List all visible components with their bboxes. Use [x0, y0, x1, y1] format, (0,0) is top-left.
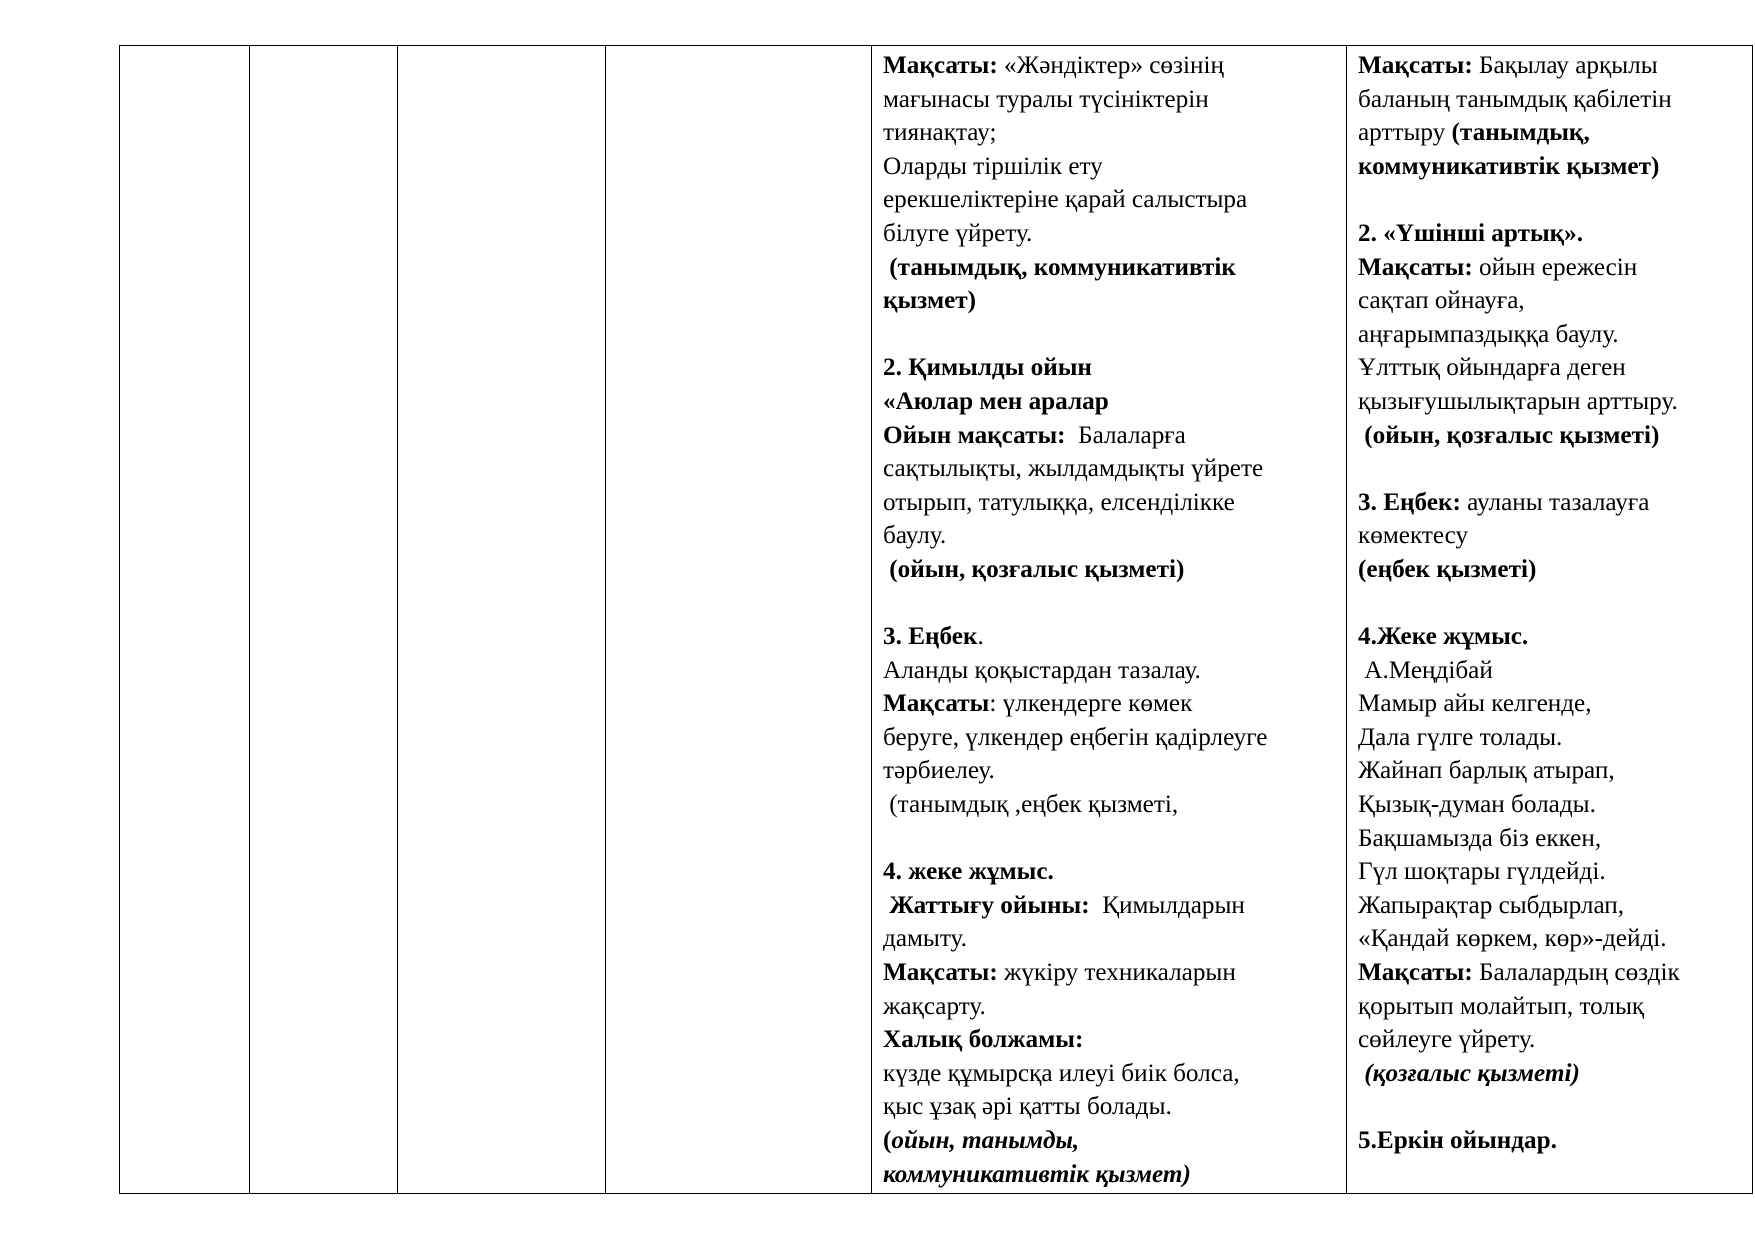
text-line: Оларды тіршілік ету [883, 152, 1103, 180]
section-heading: 5.Еркін ойындар. [1358, 1127, 1557, 1154]
text-line: тәрбиелеу. [883, 757, 995, 785]
table-cell-3 [398, 46, 606, 1194]
text-run: (танымдық, [1451, 119, 1590, 147]
activity-type: (еңбек қызметі) [1358, 555, 1537, 583]
text-run: ойын, танымды, [891, 1127, 1080, 1154]
goal-label: Жаттығу ойыны: [883, 891, 1090, 919]
text-run: ойын ережесін [1472, 253, 1638, 281]
text-line: қорытып молайтып, толық [1358, 992, 1645, 1020]
section-heading: Халық болжамы: [883, 1026, 1084, 1054]
blank-line [1358, 587, 1744, 621]
table-cell-2 [250, 46, 398, 1194]
text-line: отырып, татулыққа, елсенділікке [883, 488, 1235, 516]
section-heading: 2. Қимылды ойын [883, 354, 1092, 382]
text-run: жүкіру техникаларын [997, 959, 1236, 987]
goal-label: Мақсаты: [1358, 959, 1473, 987]
text-run: 3. Еңбек [883, 623, 978, 651]
blank-line [1358, 1090, 1744, 1124]
text-line: білуге үйрету. [883, 219, 1033, 247]
poem-author: А.Меңдібай [1358, 656, 1493, 684]
table-row [120, 46, 1753, 1194]
text-line [883, 49, 1338, 83]
text-line: көмектесу [1358, 522, 1469, 550]
text-line: дамыту. [883, 925, 967, 953]
text-line: қызығушылықтарын арттыру. [1358, 387, 1678, 415]
text-line: баулу. [883, 522, 947, 550]
activity-type: қызмет) [883, 287, 977, 315]
blank-line [883, 822, 1338, 856]
text-run: : үлкендерге көмек [989, 690, 1193, 718]
activity-type: коммуникативтік қызмет) [883, 1160, 1191, 1188]
activity-type [883, 1124, 1338, 1158]
text-line [1358, 49, 1744, 83]
text-line [883, 889, 1338, 923]
poem-line: Бақшамызда біз еккен, [1358, 824, 1602, 852]
activity-type: (танымдық, коммуникативтік [883, 253, 1236, 281]
activity-type: (ойын, қозғалыс қызметі) [1358, 421, 1660, 449]
goal-label: Мақсаты: [1358, 253, 1473, 281]
text-line [883, 687, 1338, 721]
blank-line [883, 318, 1338, 352]
text-run: Қимылдарын [1089, 891, 1245, 919]
activity-type: коммуникативтік қызмет) [1358, 152, 1660, 180]
text-run: Балалардың сөздік [1472, 959, 1680, 987]
text-line: мағынасы туралы түсініктерін [883, 85, 1209, 113]
text-run: ( [883, 1127, 892, 1154]
goal-label: Мақсаты: [883, 959, 998, 987]
text-line [1358, 956, 1744, 990]
poem-line: «Қандай көркем, көр»-дейді. [1358, 925, 1667, 953]
activity-type: (қозғалыс қызметі) [1358, 1059, 1580, 1087]
text-line: ерекшеліктеріне қарай салыстыра [883, 186, 1248, 214]
goal-label: Мақсаты [883, 690, 990, 718]
section-heading: 2. «Үшінші артық». [1358, 219, 1584, 247]
text-line: сақтылықты, жылдамдықты үйрете [883, 455, 1264, 483]
table-cell-1 [120, 46, 250, 1194]
text-run: . [977, 623, 984, 651]
poem-line: Мамыр айы келгенде, [1358, 690, 1592, 718]
table-cell-6 [1347, 46, 1753, 1194]
text-line: аңғарымпаздыққа баулу. [1358, 320, 1619, 348]
text-run: арттыру [1358, 119, 1452, 147]
text-run: 3. Еңбек: [1358, 488, 1461, 516]
poem-line: Дала гүлге толады. [1358, 723, 1563, 751]
text-line: сақтап ойнауға, [1358, 287, 1525, 315]
poem-line: Жапырақтар сыбдырлап, [1358, 891, 1625, 919]
blank-line [1358, 183, 1744, 217]
goal-label: Мақсаты: [1358, 52, 1473, 79]
text-run: Балаларға [1065, 421, 1186, 449]
text-line [883, 956, 1338, 990]
text-line: сөйлеуге үйрету. [1358, 1026, 1536, 1054]
plan-table [119, 45, 1753, 1194]
blank-line [883, 587, 1338, 621]
poem-line: Қызық-думан болады. [1358, 791, 1596, 819]
text-run: ауланы тазалауға [1460, 488, 1650, 516]
text-line: беруге, үлкендер еңбегін қадірлеуге [883, 723, 1268, 751]
text-line: тиянақтау; [883, 119, 997, 147]
activity-type: (ойын, қозғалыс қызметі) [883, 555, 1185, 583]
text-run: «Жәндіктер» сөзінің [997, 52, 1224, 79]
text-line: жақсарту. [883, 992, 986, 1020]
text-line: баланың танымдық қабілетін [1358, 85, 1672, 113]
text-line [1358, 251, 1744, 285]
table-cell-5 [872, 46, 1347, 1194]
table-cell-4 [606, 46, 872, 1194]
poem-line: Гүл шоқтары гүлдейді. [1358, 858, 1606, 886]
section-heading: 4. жеке жұмыс. [883, 858, 1054, 886]
text-line: күзде құмырсқа илеуі биік болса, [883, 1059, 1240, 1087]
section-heading: 4.Жеке жұмыс. [1358, 623, 1529, 651]
poem-line: Жайнап барлық атырап, [1358, 757, 1615, 785]
text-line [883, 419, 1338, 453]
activity-type: (танымдық ,еңбек қызметі, [883, 791, 1179, 819]
goal-label: Мақсаты: [883, 52, 998, 79]
text-line: Аланды қоқыстардан тазалау. [883, 656, 1201, 684]
blank-line [1358, 452, 1744, 486]
text-line: Ұлттық ойындарға деген [1358, 354, 1626, 382]
text-run: Бақылау арқылы [1472, 52, 1658, 79]
section-heading [883, 620, 1338, 654]
goal-label: Ойын мақсаты: [883, 421, 1066, 449]
game-title: «Аюлар мен аралар [883, 387, 1109, 415]
text-line: қыс ұзақ әрі қатты болады. [883, 1093, 1172, 1121]
section-heading [1358, 486, 1744, 520]
text-line [1358, 116, 1744, 150]
